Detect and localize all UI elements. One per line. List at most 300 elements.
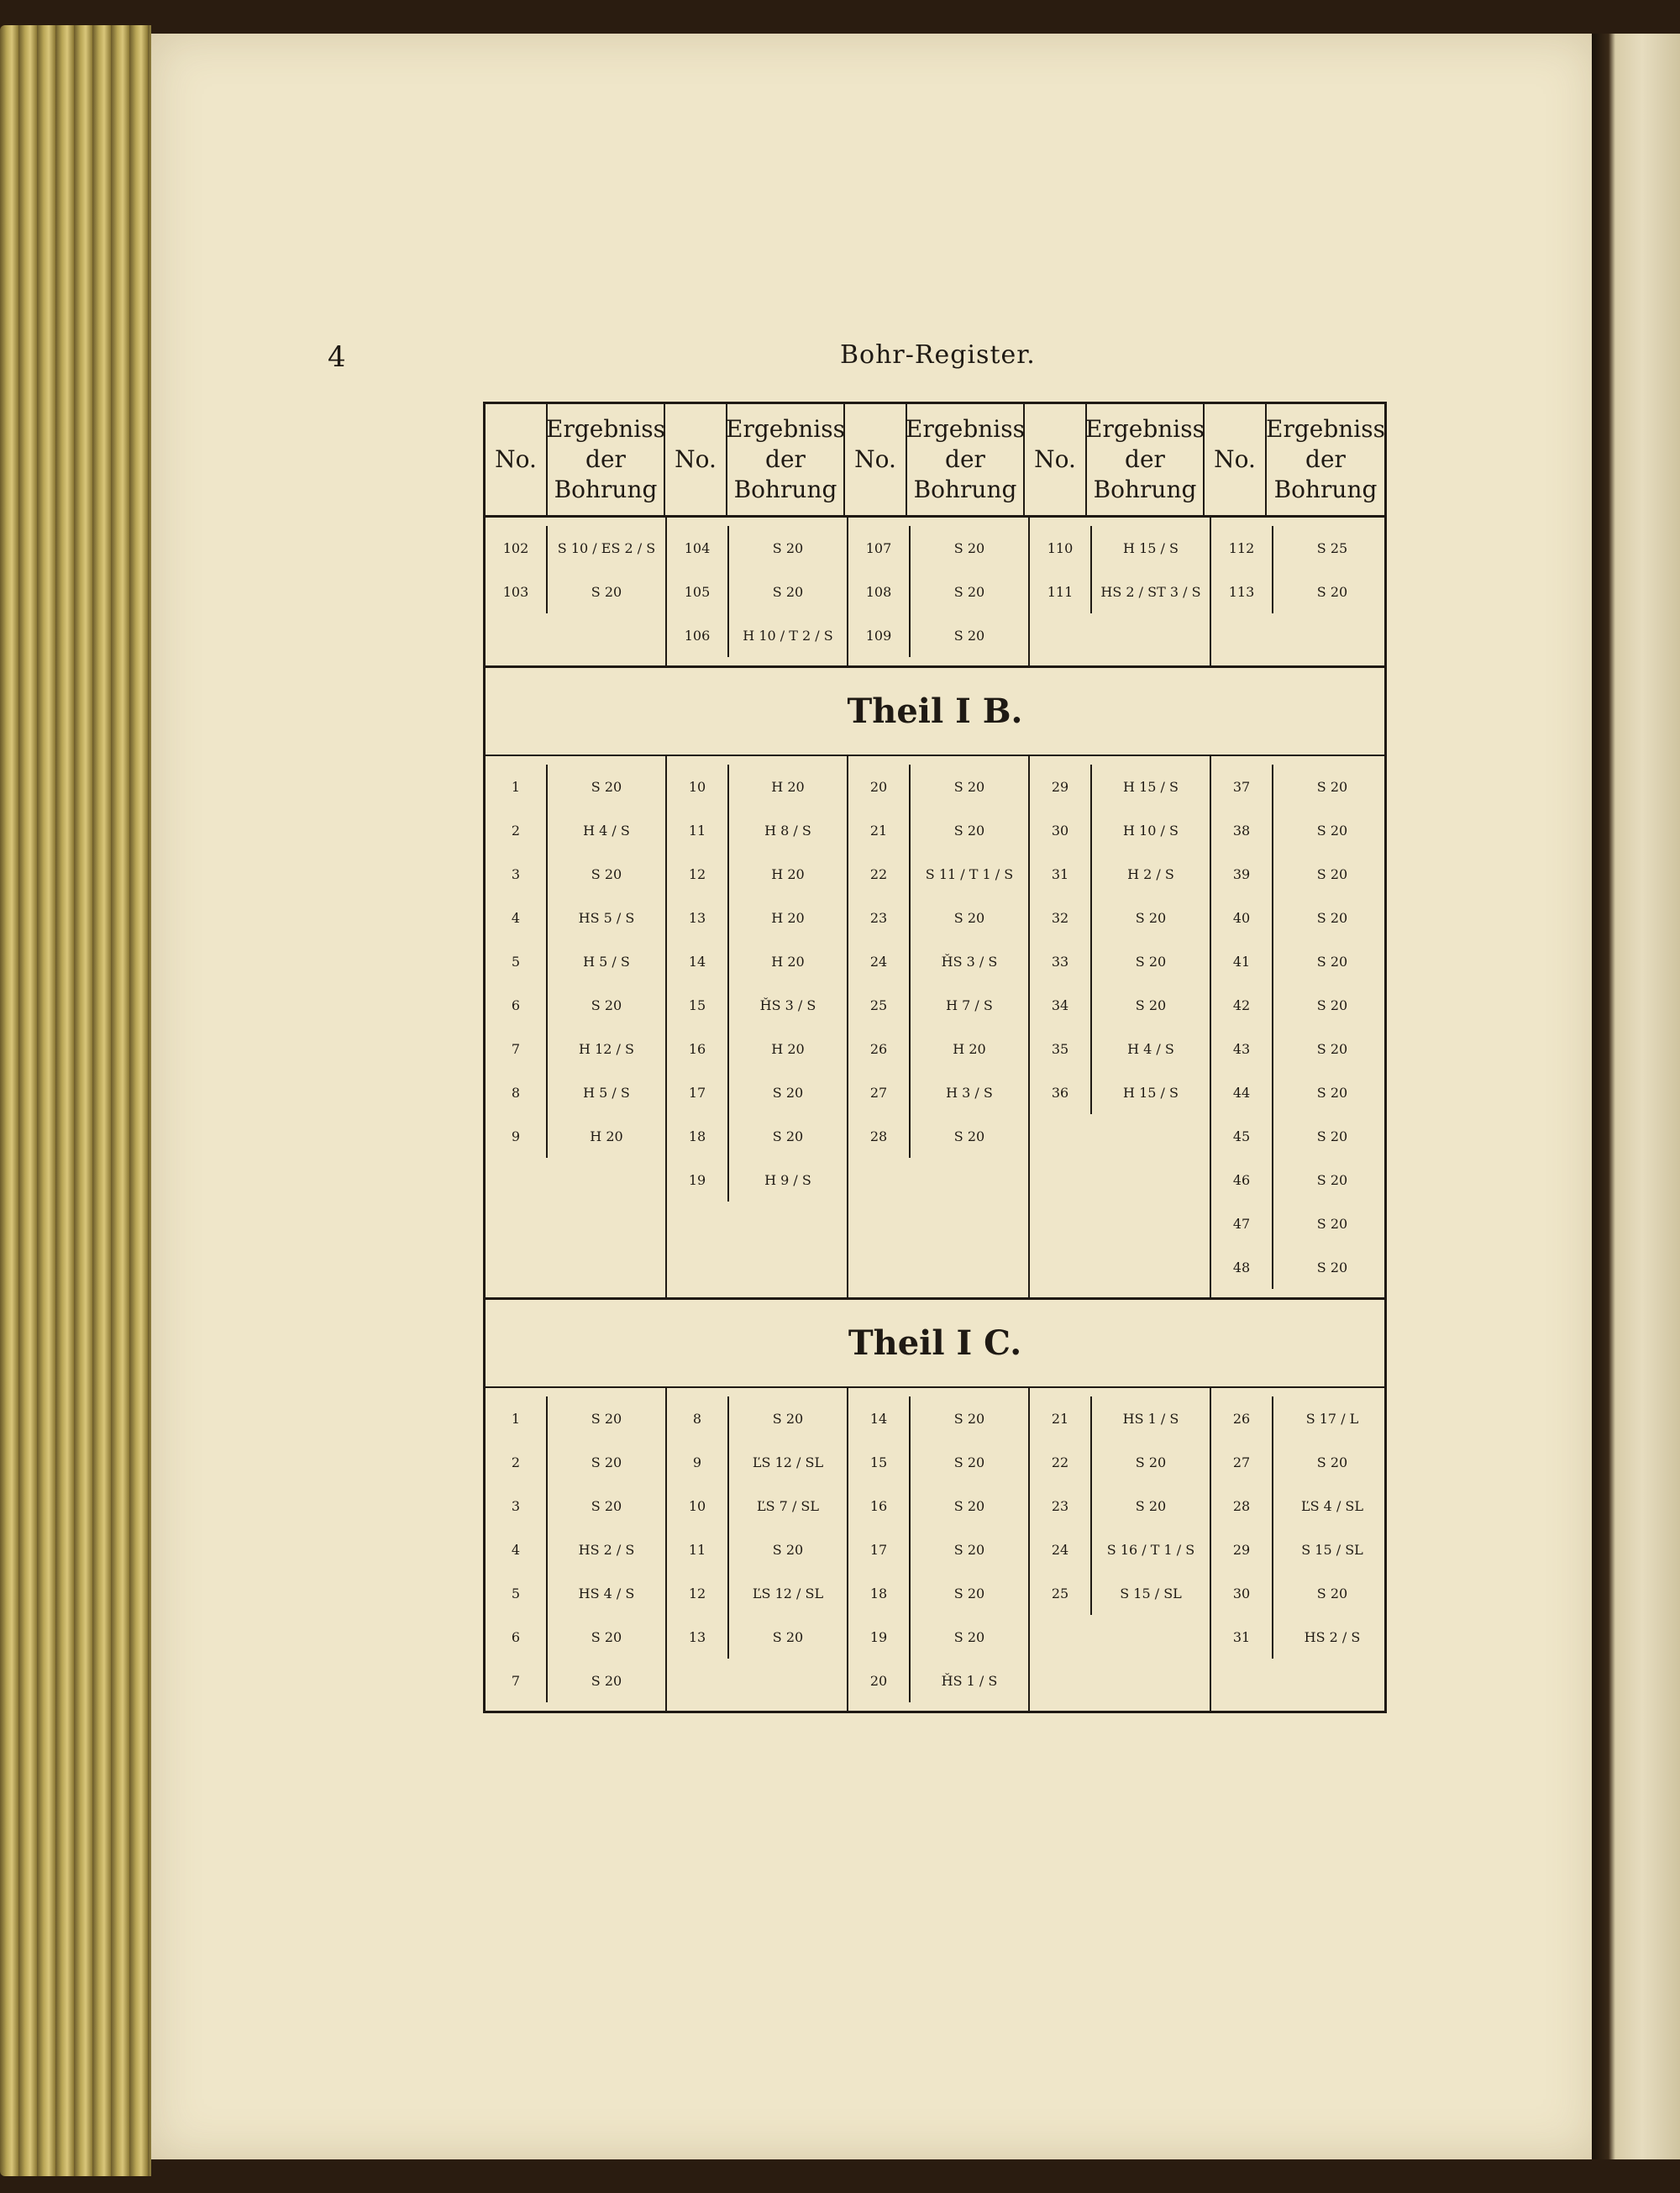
table-row <box>1211 1484 1391 1528</box>
table-row <box>667 1158 847 1202</box>
table-header <box>486 404 1384 518</box>
table-row <box>1030 570 1210 613</box>
part-a-column <box>848 518 1030 665</box>
boring-result: S 20 <box>953 1128 985 1144</box>
table-row <box>848 1070 1028 1114</box>
boring-result: H 2 / S <box>1127 865 1174 882</box>
boring-result: S 20 <box>1316 997 1348 1013</box>
boring-number: 4 <box>486 896 548 939</box>
boring-number: 40 <box>1211 896 1273 939</box>
boring-result: H 7 / S <box>946 997 993 1013</box>
boring-result: S 11 / T 1 / S <box>925 865 1014 882</box>
boring-result: S 20 <box>953 539 985 556</box>
boring-result: H 4 / S <box>1127 1040 1174 1057</box>
table-row <box>848 1440 1028 1484</box>
table-row <box>1030 1440 1210 1484</box>
boring-result: S 20 <box>591 865 622 882</box>
boring-number: 26 <box>848 1027 911 1070</box>
boring-number: 1 <box>486 765 548 808</box>
table-row <box>667 939 847 983</box>
table-row <box>486 570 665 613</box>
header-result-line: Bohrung <box>1093 476 1197 503</box>
part-c-column <box>1211 1388 1391 1711</box>
boring-result: S 20 <box>772 1628 804 1645</box>
boring-result: S 20 <box>953 1410 985 1427</box>
table-row <box>667 1571 847 1615</box>
boring-result: S 20 <box>953 627 985 644</box>
boring-number: 18 <box>667 1114 729 1158</box>
header-no: No. <box>1025 404 1087 515</box>
header-result <box>907 404 1025 515</box>
boring-number: 106 <box>667 613 729 657</box>
header-result-line: der <box>1125 445 1165 473</box>
boring-result: H 10 / S <box>1123 822 1179 839</box>
table-row <box>667 1528 847 1571</box>
boring-result: ĽS 7 / SL <box>757 1497 819 1514</box>
page-number: 4 <box>328 340 346 374</box>
boring-result: S 20 <box>1316 865 1348 882</box>
boring-number: 16 <box>848 1484 911 1528</box>
table-row <box>486 1659 665 1702</box>
boring-number: 105 <box>667 570 729 613</box>
part-c-column <box>667 1388 848 1711</box>
boring-result: HS 4 / S <box>578 1585 635 1601</box>
part-c-column <box>848 1388 1030 1711</box>
table-row <box>1211 808 1391 852</box>
table-row <box>1211 1158 1391 1202</box>
boring-result: S 20 <box>953 1628 985 1645</box>
table-row <box>848 1659 1028 1702</box>
header-result-line: der <box>585 445 626 473</box>
boring-result: S 20 <box>1316 778 1348 795</box>
table-row <box>1030 1484 1210 1528</box>
boring-result: HS 5 / S <box>578 909 635 926</box>
boring-number: 29 <box>1030 765 1092 808</box>
boring-result: H 12 / S <box>579 1040 634 1057</box>
boring-result: S 20 <box>1316 1128 1348 1144</box>
boring-result: H 5 / S <box>583 953 630 970</box>
table-row <box>486 808 665 852</box>
table-row <box>1211 1528 1391 1571</box>
boring-number: 24 <box>848 939 911 983</box>
table-row <box>1211 1070 1391 1114</box>
table-row <box>486 1615 665 1659</box>
boring-number: 47 <box>1211 1202 1273 1245</box>
header-result-line: Ergebniss <box>726 415 845 443</box>
boring-number: 17 <box>667 1070 729 1114</box>
boring-number: 42 <box>1211 983 1273 1027</box>
table-row <box>1211 1027 1391 1070</box>
boring-number: 4 <box>486 1528 548 1571</box>
boring-number: 23 <box>848 896 911 939</box>
table-row <box>848 808 1028 852</box>
boring-result: S 20 <box>591 1454 622 1470</box>
table-row <box>486 896 665 939</box>
boring-result: H 15 / S <box>1123 539 1179 556</box>
table-row <box>667 1484 847 1528</box>
table-row <box>486 1070 665 1114</box>
boring-number: 7 <box>486 1659 548 1702</box>
boring-result: S 20 <box>1316 1454 1348 1470</box>
table-row <box>1030 939 1210 983</box>
boring-number: 39 <box>1211 852 1273 896</box>
boring-result: S 20 <box>953 778 985 795</box>
boring-number: 11 <box>667 1528 729 1571</box>
boring-result: S 25 <box>1316 539 1348 556</box>
boring-number: 6 <box>486 983 548 1027</box>
table-row <box>486 1571 665 1615</box>
boring-number: 113 <box>1211 570 1273 613</box>
boring-number: 8 <box>486 1070 548 1114</box>
boring-number: 10 <box>667 765 729 808</box>
boring-number: 5 <box>486 1571 548 1615</box>
boring-number: 34 <box>1030 983 1092 1027</box>
boring-number: 30 <box>1211 1571 1273 1615</box>
part-b-title: Theil I B. <box>486 665 1384 756</box>
table-row <box>1030 526 1210 570</box>
table-row <box>1211 1571 1391 1615</box>
table-row <box>848 526 1028 570</box>
table-row <box>667 1440 847 1484</box>
header-result-line: Bohrung <box>1273 476 1378 503</box>
header-result <box>548 404 665 515</box>
table-row <box>1030 1027 1210 1070</box>
boring-result: H 20 <box>590 1128 623 1144</box>
boring-result: H 4 / S <box>583 822 630 839</box>
boring-result: S 16 / T 1 / S <box>1106 1541 1195 1558</box>
boring-number: 7 <box>486 1027 548 1070</box>
boring-number: 31 <box>1211 1615 1273 1659</box>
boring-number: 46 <box>1211 1158 1273 1202</box>
boring-number: 111 <box>1030 570 1092 613</box>
part-b-column <box>486 756 667 1297</box>
table-row <box>667 983 847 1027</box>
boring-number: 10 <box>667 1484 729 1528</box>
boring-result: S 20 <box>591 1410 622 1427</box>
boring-result: S 20 <box>591 583 622 600</box>
boring-result: S 20 <box>953 1541 985 1558</box>
table-row <box>486 765 665 808</box>
part-b-column <box>848 756 1030 1297</box>
table-row <box>667 1615 847 1659</box>
table-row <box>1030 852 1210 896</box>
table-row <box>1211 765 1391 808</box>
boring-result: H 9 / S <box>764 1171 811 1188</box>
table-row <box>1211 983 1391 1027</box>
table-row <box>667 1396 847 1440</box>
boring-result: H 15 / S <box>1123 1084 1179 1101</box>
boring-number: 102 <box>486 526 548 570</box>
boring-result: S 20 <box>1316 1040 1348 1057</box>
table-row <box>667 852 847 896</box>
boring-result: S 20 <box>772 583 804 600</box>
table-row <box>1030 765 1210 808</box>
part-a-block <box>486 518 1384 665</box>
boring-number: 25 <box>1030 1571 1092 1615</box>
boring-result: S 20 <box>591 1628 622 1645</box>
table-row <box>848 896 1028 939</box>
boring-result: ĽS 12 / SL <box>752 1454 824 1470</box>
boring-number: 36 <box>1030 1070 1092 1114</box>
header-result-line: Bohrung <box>554 476 658 503</box>
boring-number: 2 <box>486 1440 548 1484</box>
boring-result: H 5 / S <box>583 1084 630 1101</box>
boring-number: 3 <box>486 852 548 896</box>
table-row <box>1211 939 1391 983</box>
boring-number: 37 <box>1211 765 1273 808</box>
table-row <box>667 765 847 808</box>
header-no: No. <box>845 404 907 515</box>
boring-result: S 17 / L <box>1305 1410 1359 1427</box>
boring-number: 31 <box>1030 852 1092 896</box>
boring-result: HS 2 / S <box>1304 1628 1361 1645</box>
part-a-column <box>1211 518 1391 665</box>
boring-result: S 20 <box>953 822 985 839</box>
boring-result: ĽS 4 / SL <box>1301 1497 1363 1514</box>
boring-result: S 20 <box>1135 909 1167 926</box>
boring-number: 48 <box>1211 1245 1273 1289</box>
boring-number: 9 <box>667 1440 729 1484</box>
boring-number: 109 <box>848 613 911 657</box>
table-row <box>486 1528 665 1571</box>
boring-result: S 20 <box>1316 1259 1348 1275</box>
table-row <box>1211 1440 1391 1484</box>
boring-number: 44 <box>1211 1070 1273 1114</box>
boring-result: S 20 <box>1316 953 1348 970</box>
boring-result: H 20 <box>771 778 805 795</box>
table-row <box>486 1484 665 1528</box>
boring-result: S 10 / ES 2 / S <box>557 539 656 556</box>
boring-result: ĽS 12 / SL <box>752 1585 824 1601</box>
boring-result: HS 1 / S <box>1122 1410 1179 1427</box>
boring-result: ȞS 3 / S <box>759 997 816 1013</box>
boring-number: 21 <box>1030 1396 1092 1440</box>
boring-result: S 20 <box>1316 822 1348 839</box>
table-row <box>1030 808 1210 852</box>
boring-result: S 20 <box>772 1410 804 1427</box>
header-no: No. <box>665 404 727 515</box>
header-result <box>1087 404 1205 515</box>
boring-number: 45 <box>1211 1114 1273 1158</box>
boring-result: S 20 <box>953 909 985 926</box>
boring-result: S 20 <box>591 997 622 1013</box>
boring-number: 8 <box>667 1396 729 1440</box>
boring-result: S 20 <box>953 1585 985 1601</box>
boring-result: S 20 <box>953 583 985 600</box>
header-result-line: Bohrung <box>733 476 837 503</box>
table-row <box>848 1396 1028 1440</box>
boring-number: 35 <box>1030 1027 1092 1070</box>
boring-number: 108 <box>848 570 911 613</box>
table-row <box>1211 1615 1391 1659</box>
boring-number: 28 <box>1211 1484 1273 1528</box>
table-row <box>1211 1396 1391 1440</box>
table-row <box>1211 1202 1391 1245</box>
boring-result: H 8 / S <box>764 822 811 839</box>
table-row <box>1030 983 1210 1027</box>
boring-result: HS 2 / S <box>578 1541 635 1558</box>
table-row <box>667 896 847 939</box>
boring-number: 12 <box>667 852 729 896</box>
header-no: No. <box>1205 404 1267 515</box>
boring-result: S 20 <box>1316 1215 1348 1232</box>
table-row <box>486 1396 665 1440</box>
table-row <box>1211 1245 1391 1289</box>
boring-result: S 15 / SL <box>1301 1541 1363 1558</box>
table-row <box>667 1114 847 1158</box>
table-row <box>1211 526 1391 570</box>
header-result-line: Ergebniss <box>546 415 665 443</box>
boring-number: 13 <box>667 896 729 939</box>
boring-number: 24 <box>1030 1528 1092 1571</box>
boring-result: S 20 <box>1316 583 1348 600</box>
header-result-line: Ergebniss <box>1085 415 1205 443</box>
boring-result: H 3 / S <box>946 1084 993 1101</box>
boring-number: 11 <box>667 808 729 852</box>
boring-number: 103 <box>486 570 548 613</box>
part-b-column <box>667 756 848 1297</box>
boring-number: 27 <box>1211 1440 1273 1484</box>
boring-number: 9 <box>486 1114 548 1158</box>
table-row <box>848 983 1028 1027</box>
boring-number: 6 <box>486 1615 548 1659</box>
part-b-block <box>486 756 1384 1297</box>
boring-result: S 20 <box>591 1672 622 1689</box>
header-result <box>1267 404 1384 515</box>
table-row <box>848 1114 1028 1158</box>
boring-result: S 20 <box>953 1497 985 1514</box>
boring-number: 5 <box>486 939 548 983</box>
boring-result: S 20 <box>1135 1454 1167 1470</box>
table-row <box>848 1571 1028 1615</box>
boring-result: H 15 / S <box>1123 778 1179 795</box>
boring-number: 13 <box>667 1615 729 1659</box>
boring-result: H 20 <box>771 909 805 926</box>
boring-number: 32 <box>1030 896 1092 939</box>
boring-number: 38 <box>1211 808 1273 852</box>
boring-result: S 20 <box>1316 1585 1348 1601</box>
boring-number: 27 <box>848 1070 911 1114</box>
boring-result: S 20 <box>1135 953 1167 970</box>
table-row <box>848 570 1028 613</box>
header-result-line: Bohrung <box>913 476 1017 503</box>
boring-result: S 20 <box>1316 909 1348 926</box>
boring-number: 2 <box>486 808 548 852</box>
header-result-line: der <box>945 445 985 473</box>
header-result-line: Ergebniss <box>1266 415 1385 443</box>
boring-number: 18 <box>848 1571 911 1615</box>
part-b-column <box>1030 756 1211 1297</box>
table-row <box>848 613 1028 657</box>
table-row <box>1030 1070 1210 1114</box>
boring-result: S 20 <box>953 1454 985 1470</box>
boring-result: H 20 <box>771 865 805 882</box>
boring-result: S 20 <box>772 1084 804 1101</box>
boring-result: ȞS 1 / S <box>941 1672 998 1689</box>
boring-result: ȞS 3 / S <box>941 953 998 970</box>
boring-result: HS 2 / ST 3 / S <box>1100 583 1201 600</box>
boring-result: S 15 / SL <box>1120 1585 1182 1601</box>
table-row <box>1030 896 1210 939</box>
boring-number: 107 <box>848 526 911 570</box>
table-row <box>486 1114 665 1158</box>
boring-number: 20 <box>848 765 911 808</box>
table-row <box>667 1070 847 1114</box>
boring-result: S 20 <box>1135 1497 1167 1514</box>
boring-result: S 20 <box>591 1497 622 1514</box>
boring-number: 22 <box>1030 1440 1092 1484</box>
boring-number: 15 <box>667 983 729 1027</box>
boring-number: 20 <box>848 1659 911 1702</box>
boring-number: 22 <box>848 852 911 896</box>
boring-result: S 20 <box>1316 1171 1348 1188</box>
boring-result: S 20 <box>1135 997 1167 1013</box>
table-row <box>848 1027 1028 1070</box>
bohr-register-table <box>483 402 1387 1713</box>
boring-result: S 20 <box>772 1541 804 1558</box>
part-c-title: Theil I C. <box>486 1297 1384 1388</box>
part-a-column <box>667 518 848 665</box>
boring-number: 15 <box>848 1440 911 1484</box>
table-row <box>667 613 847 657</box>
table-row <box>667 1027 847 1070</box>
boring-number: 14 <box>848 1396 911 1440</box>
boring-number: 104 <box>667 526 729 570</box>
boring-result: H 20 <box>771 1040 805 1057</box>
table-row <box>1211 896 1391 939</box>
boring-number: 41 <box>1211 939 1273 983</box>
book-page-edges <box>0 25 151 2176</box>
part-c-column <box>486 1388 667 1711</box>
table-row <box>1030 1396 1210 1440</box>
boring-number: 29 <box>1211 1528 1273 1571</box>
boring-result: S 20 <box>772 539 804 556</box>
boring-result: S 20 <box>1316 1084 1348 1101</box>
boring-number: 1 <box>486 1396 548 1440</box>
part-b-column <box>1211 756 1391 1297</box>
part-c-block <box>486 1388 1384 1711</box>
table-row <box>667 570 847 613</box>
table-row <box>667 526 847 570</box>
boring-number: 17 <box>848 1528 911 1571</box>
header-no: No. <box>486 404 548 515</box>
table-row <box>486 1440 665 1484</box>
header-result <box>727 404 845 515</box>
part-a-column <box>486 518 667 665</box>
table-row <box>848 1615 1028 1659</box>
table-row <box>1211 852 1391 896</box>
boring-number: 33 <box>1030 939 1092 983</box>
boring-number: 14 <box>667 939 729 983</box>
table-row <box>486 1027 665 1070</box>
table-row <box>486 939 665 983</box>
table-row <box>848 852 1028 896</box>
table-row <box>1030 1528 1210 1571</box>
book-spine <box>1592 34 1680 2159</box>
boring-number: 16 <box>667 1027 729 1070</box>
table-row <box>848 765 1028 808</box>
running-head: Bohr-Register. <box>840 340 1036 370</box>
table-row <box>486 983 665 1027</box>
table-row <box>486 526 665 570</box>
table-row <box>1030 1571 1210 1615</box>
boring-result: H 20 <box>771 953 805 970</box>
boring-result: H 10 / T 2 / S <box>743 627 833 644</box>
table-row <box>486 852 665 896</box>
boring-number: 25 <box>848 983 911 1027</box>
header-result-line: Ergebniss <box>906 415 1025 443</box>
part-a-column <box>1030 518 1211 665</box>
